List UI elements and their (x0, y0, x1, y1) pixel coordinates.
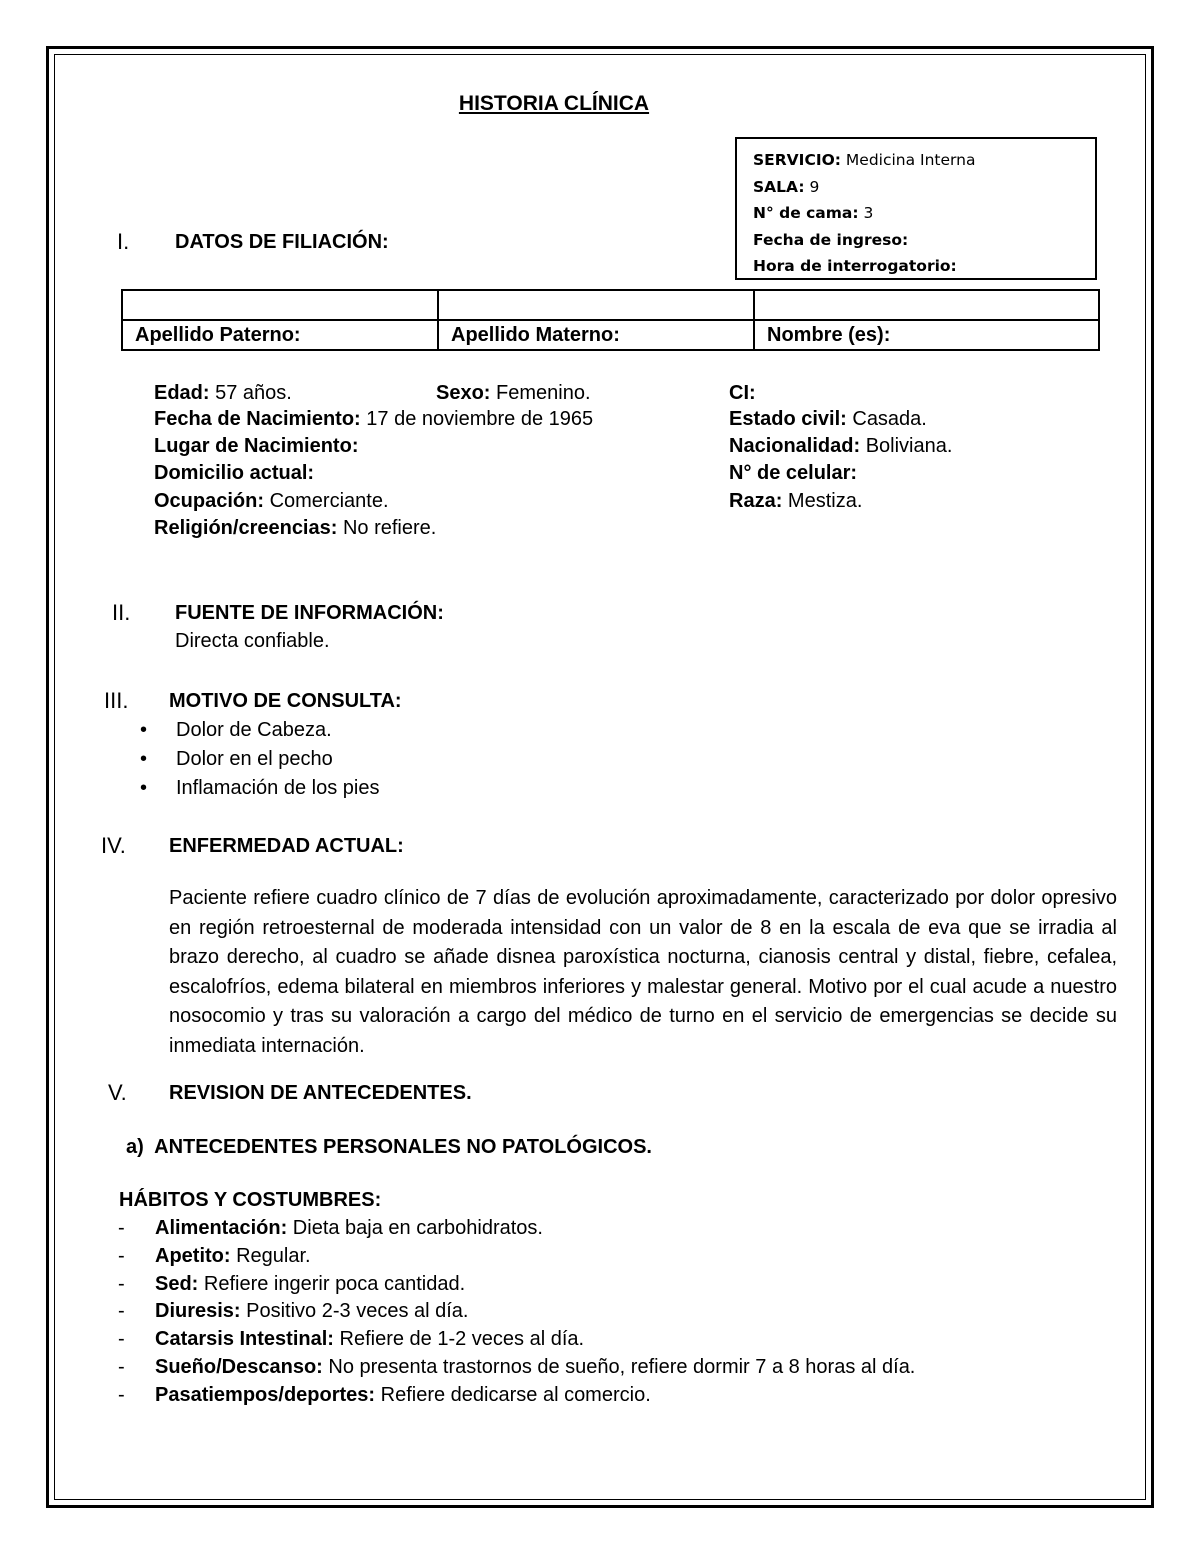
section-5-title: REVISION DE ANTECEDENTES. (169, 1082, 472, 1104)
section-1-title: DATOS DE FILIACIÓN: (175, 231, 389, 253)
sala-value: 9 (809, 177, 820, 196)
motivo-list (140, 716, 379, 803)
section-2-text: Directa confiable. (175, 630, 330, 652)
edad-field: Edad: 57 años. (154, 382, 292, 404)
ocupacion-field: Ocupación: Comerciante. (154, 490, 389, 512)
list-item: - Sueño/Descanso: No presenta trastornos de sueño, refiere dormir 7 a 8 horas al día. (118, 1354, 915, 1382)
paterno-value-cell (122, 290, 438, 320)
enfermedad-actual-text: Paciente refiere cuadro clínico de 7 días de evolución aproximadamente, caracterizado por dolor opresivo en región retroesternal de moderada intensidad con un valor de 8 en la escala de eva que se irradia al brazo derecho, al cuadro se añade disnea paroxística nocturna, cianosis central y distal, fiebre, cefalea, escalofríos, edema bilateral en miembros inferiores y malestar general. Motivo por el cual acude a nuestro nosocomio y tras su valoración a cargo del médico de turno en el servicio de emergencias se decide su inmediata internación. (169, 887, 1117, 1057)
raza-field: Raza: Mestiza. (729, 490, 863, 512)
section-3-title: MOTIVO DE CONSULTA: (169, 690, 402, 712)
list-item: • Inflamación de los pies (140, 774, 379, 803)
section-3-number: III. (104, 688, 129, 713)
section-4-number: IV. (101, 833, 126, 858)
cama-label: N° de cama: (753, 204, 859, 222)
paterno-label: Apellido Paterno: (122, 320, 438, 350)
ci-field: CI: (729, 382, 756, 404)
nombre-label: Nombre (es): (754, 320, 1099, 350)
domicilio-field: Domicilio actual: (154, 462, 315, 484)
list-item: - Sed: Refiere ingerir poca cantidad. (118, 1271, 915, 1299)
nombre-value-cell (754, 290, 1099, 320)
document-title: HISTORIA CLÍNICA (458, 92, 650, 115)
estado-civil-field: Estado civil: Casada. (729, 408, 927, 430)
list-item: • Dolor de Cabeza. (140, 716, 379, 745)
habitos-title: HÁBITOS Y COSTUMBRES: (119, 1189, 382, 1211)
list-item: - Alimentación: Dieta baja en carbohidratos. (118, 1215, 915, 1243)
servicio-value: Medicina Interna (845, 151, 976, 169)
list-item: • Dolor en el pecho (140, 745, 379, 774)
list-item: - Pasatiempos/deportes: Refiere dedicarse al comercio. (118, 1382, 915, 1410)
section-2-title: FUENTE DE INFORMACIÓN: (175, 602, 444, 624)
service-box (735, 137, 1097, 280)
list-item: - Catarsis Intestinal: Refiere de 1-2 veces al día. (118, 1326, 915, 1354)
list-item: - Diuresis: Positivo 2-3 veces al día. (118, 1298, 915, 1326)
hora-interrogatorio-label: Hora de interrogatorio: (753, 257, 957, 275)
section-2-number: II. (112, 600, 131, 625)
section-4-title: ENFERMEDAD ACTUAL: (169, 835, 404, 857)
lugar-nacimiento-field: Lugar de Nacimiento: (154, 435, 359, 457)
nacimiento-field: Fecha de Nacimiento: 17 de noviembre de 1965 (154, 408, 594, 430)
section-1-number: I. (117, 229, 130, 254)
section-5-number: V. (108, 1080, 127, 1105)
name-table (121, 289, 1100, 351)
celular-field: N° de celular: (729, 462, 858, 484)
sexo-field: Sexo: Femenino. (436, 382, 591, 404)
nacionalidad-field: Nacionalidad: Boliviana. (729, 435, 953, 457)
materno-value-cell (438, 290, 754, 320)
sala-label: SALA: (753, 177, 805, 196)
list-item: - Apetito: Regular. (118, 1243, 915, 1271)
cama-value: 3 (863, 204, 874, 222)
habitos-list (118, 1215, 915, 1410)
subsection-a-title: a) ANTECEDENTES PERSONALES NO PATOLÓGICOS. (126, 1136, 652, 1158)
fecha-ingreso-label: Fecha de ingreso: (753, 230, 909, 249)
materno-label: Apellido Materno: (438, 320, 754, 350)
religion-field: Religión/creencias: No refiere. (154, 517, 437, 539)
servicio-label: SERVICIO: (753, 151, 841, 169)
